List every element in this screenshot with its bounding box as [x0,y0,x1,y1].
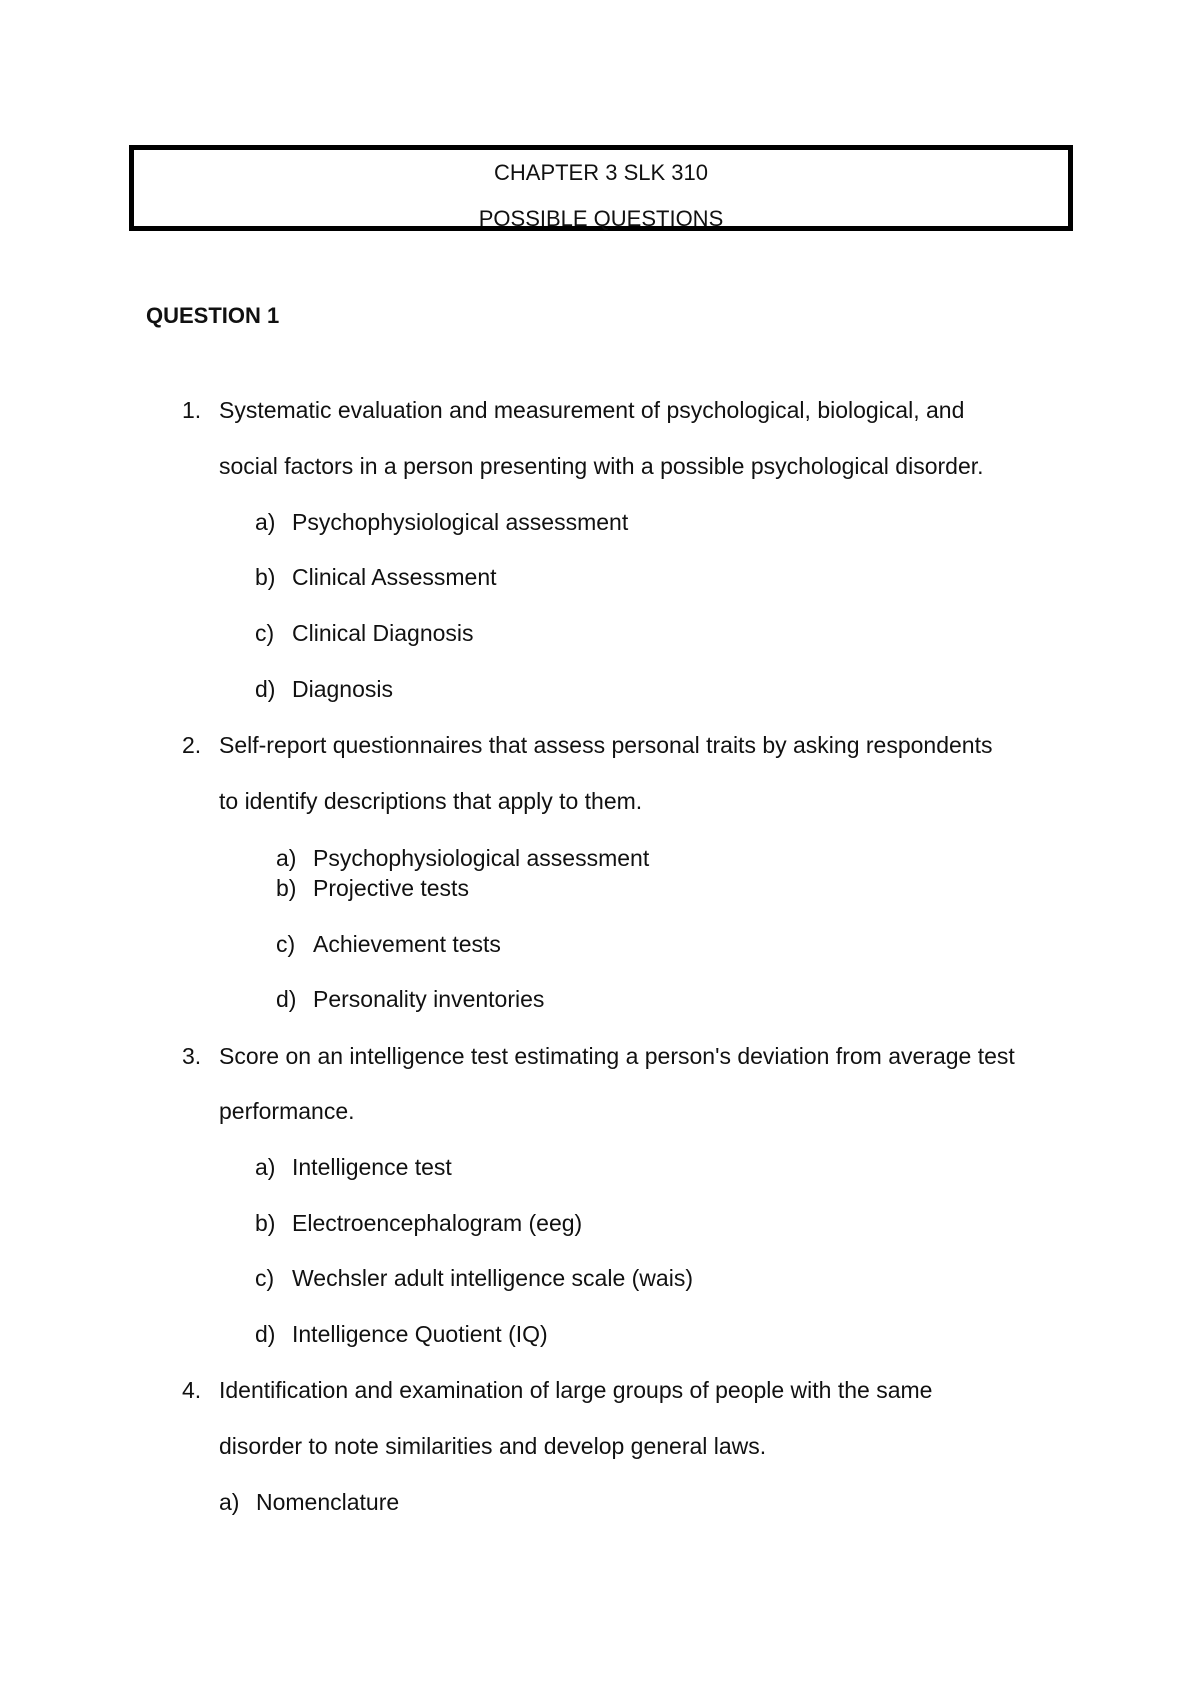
option-text: Intelligence test [292,1154,452,1180]
question-text-line: to identify descriptions that apply to them. [219,788,643,814]
option-letter: a) [255,1154,276,1180]
question-text-line: social factors in a person presenting with a possible psychological disorder. [219,453,984,479]
question-text-line: Score on an intelligence test estimating a person's deviation from average test [219,1043,1015,1069]
option-text: Intelligence Quotient (IQ) [292,1321,548,1347]
title-box [129,145,1073,231]
document-title: CHAPTER 3 SLK 310 [494,160,708,185]
option-letter: a) [219,1489,240,1515]
option-text: Psychophysiological assessment [292,509,629,535]
option-text: Achievement tests [313,931,501,957]
option-letter: a) [276,845,297,871]
question-text-line: disorder to note similarities and develop general laws. [219,1433,767,1459]
option-letter: c) [276,931,296,957]
option-text: Nomenclature [256,1489,400,1515]
question-text-line: Systematic evaluation and measurement of psychological, biological, and [219,397,965,423]
option-text: Electroencephalogram (eeg) [292,1210,583,1236]
question-text-line: Identification and examination of large groups of people with the same [219,1377,933,1403]
option-text: Diagnosis [292,676,393,702]
option-letter: b) [255,1210,276,1236]
option-text: Psychophysiological assessment [313,845,650,871]
question-text-line: performance. [219,1098,355,1124]
option-letter: d) [255,1321,276,1347]
option-letter: a) [255,509,276,535]
option-text: Clinical Diagnosis [292,620,474,646]
option-text: Projective tests [313,875,469,901]
question-number: 2. [182,732,202,758]
document-subtitle: POSSIBLE QUESTIONS [478,206,724,231]
question-number: 1. [182,397,202,423]
option-text: Personality inventories [313,986,545,1012]
option-letter: d) [276,986,297,1012]
section-heading: QUESTION 1 [146,303,280,328]
option-letter: b) [276,875,297,901]
option-letter: d) [255,676,276,702]
question-number: 3. [182,1043,202,1069]
question-number: 4. [182,1377,202,1403]
option-text: Wechsler adult intelligence scale (wais) [292,1265,693,1291]
question-text-line: Self-report questionnaires that assess personal traits by asking respondents [219,732,993,758]
option-letter: c) [255,1265,275,1291]
option-text: Clinical Assessment [292,564,497,590]
option-letter: b) [255,564,276,590]
option-letter: c) [255,620,275,646]
